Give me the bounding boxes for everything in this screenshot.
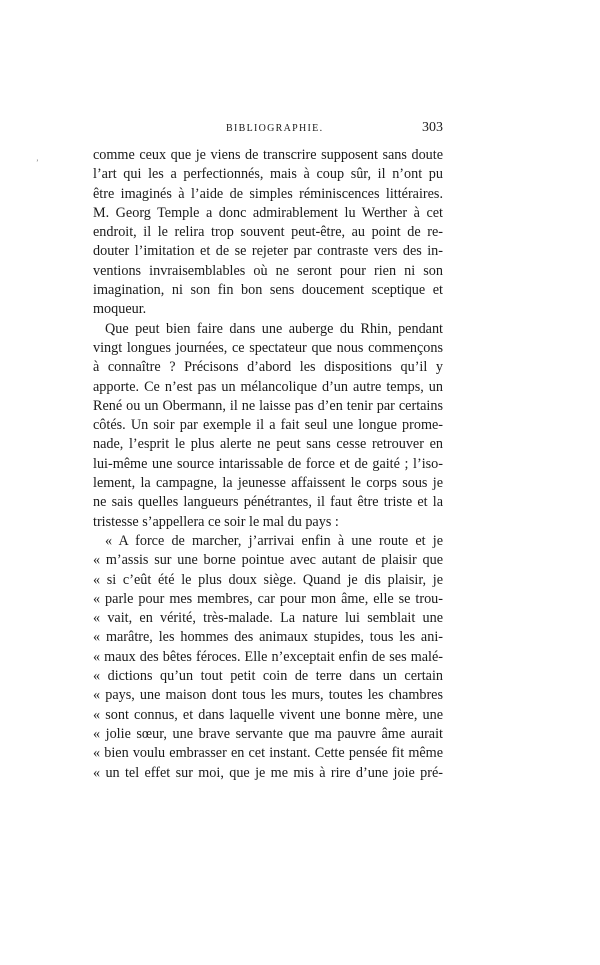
quote-line: « jolie sœur, une brave servante que ma pauvre âme aurait — [93, 725, 443, 742]
text-line: endroit, il le relira trop souvent peut-être, au point de re- — [93, 224, 443, 241]
text-line: René ou un Obermann, il ne laisse pas d’en tenir par certains — [93, 397, 443, 414]
text-line: comme ceux que je viens de transcrire supposent sans doute — [93, 147, 443, 163]
text-line: lement, la campagne, la jeunesse affaissent le corps sous je — [93, 475, 443, 492]
text-line: nade, l’esprit le plus alerte ne peut sans cesse retrouver en — [93, 436, 443, 453]
text-line: côtés. Un soir par exemple il a fait seul une longue prome- — [93, 417, 443, 434]
text-line: vingt longues journées, ce spectateur que nous commençons — [93, 339, 443, 356]
text-line: moqueur. — [93, 301, 147, 318]
quote-line: « marâtre, les hommes des animaux stupides, tous les ani- — [93, 629, 443, 646]
text-line: ne sais quelles langueurs pénétrantes, il faut être triste et la — [93, 494, 443, 511]
running-title: BIBLIOGRAPHIE. — [226, 123, 324, 134]
quote-line: « m’assis sur une borne pointue avec autant de plaisir que — [93, 552, 443, 569]
text-line: tristesse s’appellera ce soir le mal du pays : — [93, 513, 339, 530]
margin-mark: ’ — [36, 158, 39, 167]
quote-line: « bien voulu embrasser en cet instant. Cette pensée fit même — [93, 745, 443, 762]
text-line: douter l’imitation et de se rejeter par contraste vers des in- — [93, 243, 443, 260]
quote-line: « un tel effet sur moi, que je me mis à rire d’une joie pré- — [93, 764, 443, 781]
quote-line: « pays, une maison dont tous les murs, toutes les chambres — [93, 687, 443, 704]
text-line: être imaginés à l’aide de simples réminiscences littéraires. — [93, 185, 443, 202]
quote-line: « maux des bêtes féroces. Elle n’exceptait enfin de ses malé- — [93, 648, 443, 665]
text-line: à connaître ? Précisons d’abord les dispositions qu’il y — [93, 359, 443, 376]
page-number: 303 — [422, 120, 443, 135]
text-line: lui-même une source intarissable de force et de gaité ; l’iso- — [93, 455, 443, 472]
text-line: ventions invraisemblables où ne seront pour rien ni son — [93, 262, 443, 279]
quote-line: « dictions qu’un tout petit coin de terre dans un certain — [93, 668, 443, 685]
text-line: M. Georg Temple a donc admirablement lu Werther à cet — [93, 204, 443, 221]
page-header — [93, 120, 443, 140]
quote-line: « parle pour mes membres, car pour mon âme, elle se trou- — [93, 590, 443, 607]
body-text — [93, 146, 443, 783]
quote-line: « A force de marcher, j’arrivai enfin à une route et je — [105, 532, 443, 549]
quote-line: « sont connus, et dans laquelle vivent une bonne mère, une — [93, 706, 443, 723]
text-line: imagination, ni son fin bon sens doucement sceptique et — [93, 282, 443, 299]
quote-line: « vait, en vérité, très-malade. La nature lui semblait une — [93, 610, 443, 627]
text-line: l’art qui les a perfectionnés, mais à coup sûr, il n’ont pu — [93, 166, 443, 183]
text-line: apporte. Ce n’est pas un mélancolique d’un autre temps, un — [93, 378, 443, 395]
quote-line: « si c’eût été le plus doux siège. Quand je dis plaisir, je — [93, 571, 443, 588]
text-line: Que peut bien faire dans une auberge du Rhin, pendant — [105, 320, 443, 337]
